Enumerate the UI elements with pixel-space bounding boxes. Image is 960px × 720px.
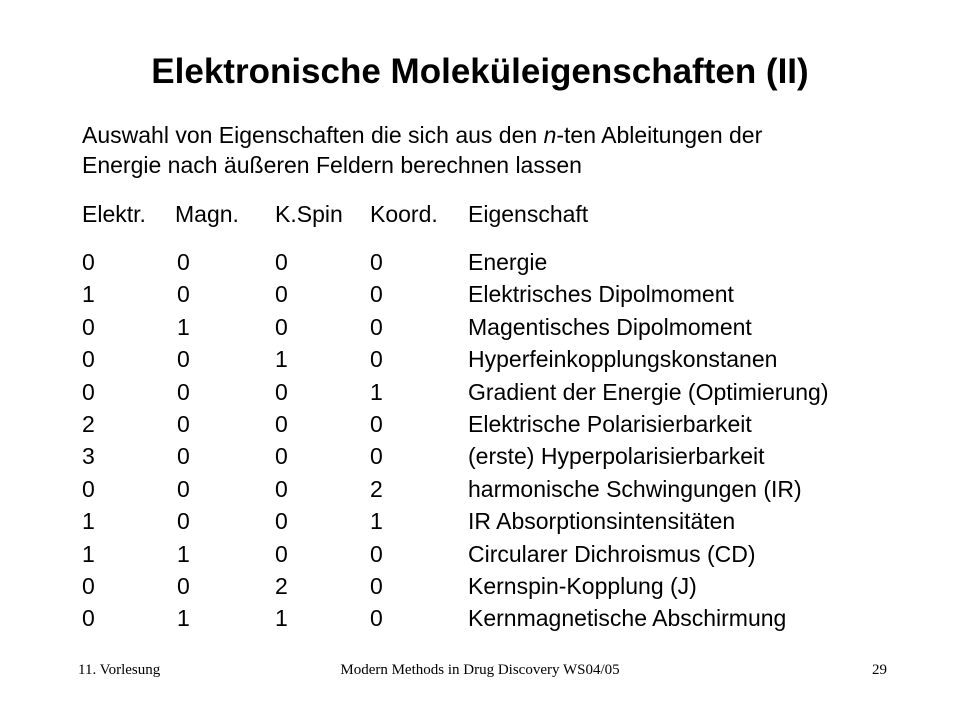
cell-magn: 0 xyxy=(177,281,190,308)
cell-kspin: 1 xyxy=(275,346,288,373)
intro-line-2: Energie nach äußeren Feldern berechnen lassen xyxy=(82,152,582,178)
table-row xyxy=(0,278,960,310)
cell-magn: 0 xyxy=(177,411,190,437)
cell-koord: 0 xyxy=(370,540,383,567)
cell-elektr: 0 xyxy=(82,605,95,632)
cell-kspin: 1 xyxy=(275,605,288,632)
cell-eigenschaft: Kernspin-Kopplung (J) xyxy=(468,573,697,599)
cell-kspin: 0 xyxy=(275,378,288,405)
footer-course: Modern Methods in Drug Discovery WS04/05 xyxy=(340,662,620,678)
cell-kspin: 0 xyxy=(275,443,288,470)
cell-magn: 1 xyxy=(177,605,190,632)
cell-elektr: 3 xyxy=(82,443,95,470)
intro-line-1 xyxy=(82,120,912,150)
header-kspin: K.Spin xyxy=(275,201,343,227)
cell-koord: 0 xyxy=(370,346,383,373)
cell-elektr: 1 xyxy=(82,540,95,567)
table-row xyxy=(0,505,960,537)
table-row xyxy=(0,602,960,634)
header-eigenschaft: Eigenschaft xyxy=(468,201,589,227)
cell-magn: 1 xyxy=(177,540,190,567)
header-elektr: Elektr. xyxy=(82,201,146,227)
cell-koord: 0 xyxy=(370,313,383,340)
cell-elektr: 0 xyxy=(82,378,95,405)
cell-elektr: 1 xyxy=(82,281,95,308)
cell-magn: 0 xyxy=(177,508,190,535)
table-row xyxy=(0,246,960,278)
header-koord: Koord. xyxy=(370,201,438,227)
cell-magn: 0 xyxy=(177,475,190,502)
cell-elektr: 0 xyxy=(82,573,95,599)
cell-kspin: 0 xyxy=(275,411,288,437)
cell-koord: 0 xyxy=(370,573,383,599)
cell-magn: 0 xyxy=(177,378,190,405)
table-row xyxy=(0,408,960,440)
cell-elektr: 2 xyxy=(82,411,95,437)
cell-kspin: 0 xyxy=(275,313,288,340)
cell-eigenschaft: Energie xyxy=(468,249,548,275)
cell-koord: 0 xyxy=(370,605,383,632)
cell-magn: 0 xyxy=(177,346,190,373)
cell-kspin: 0 xyxy=(275,540,288,567)
cell-magn: 0 xyxy=(177,443,190,470)
cell-elektr: 0 xyxy=(82,313,95,340)
cell-kspin: 0 xyxy=(275,249,288,275)
intro-variable-n: n xyxy=(543,122,557,148)
cell-eigenschaft: IR Absorptionsintensitäten xyxy=(468,508,736,535)
cell-elektr: 1 xyxy=(82,508,95,535)
cell-kspin: 0 xyxy=(275,508,288,535)
cell-koord: 0 xyxy=(370,443,383,470)
cell-elektr: 0 xyxy=(82,346,95,373)
intro-line-1-prefix: Auswahl von Eigenschaften die sich aus den xyxy=(82,122,544,148)
cell-magn: 0 xyxy=(177,573,190,599)
table-header xyxy=(0,198,960,230)
cell-eigenschaft: harmonische Schwingungen (IR) xyxy=(468,475,802,502)
table-row xyxy=(0,473,960,505)
cell-elektr: 0 xyxy=(82,249,95,275)
header-magn: Magn. xyxy=(175,201,239,227)
cell-eigenschaft: Gradient der Energie (Optimierung) xyxy=(468,378,829,405)
cell-elektr: 0 xyxy=(82,475,95,502)
table-row xyxy=(0,570,960,602)
intro-line-1-suffix: -ten Ableitungen der xyxy=(556,122,763,148)
cell-koord: 2 xyxy=(370,475,383,502)
table-row xyxy=(0,376,960,408)
table-row xyxy=(0,343,960,375)
table-row xyxy=(0,538,960,570)
cell-eigenschaft: Elektrisches Dipolmoment xyxy=(468,281,734,308)
footer-page-number: 29 xyxy=(872,662,887,678)
cell-eigenschaft: Hyperfeinkopplungskonstanen xyxy=(468,346,778,373)
cell-kspin: 0 xyxy=(275,281,288,308)
cell-koord: 1 xyxy=(370,378,383,405)
intro-text xyxy=(82,120,912,180)
slide-title: Elektronische Moleküleigenschaften (II) xyxy=(151,52,809,91)
cell-eigenschaft: Magentisches Dipolmoment xyxy=(468,313,752,340)
cell-koord: 1 xyxy=(370,508,383,535)
cell-magn: 0 xyxy=(177,249,190,275)
cell-kspin: 0 xyxy=(275,475,288,502)
cell-magn: 1 xyxy=(177,313,190,340)
footer-lecture: 11. Vorlesung xyxy=(78,662,161,678)
cell-eigenschaft: (erste) Hyperpolarisierbarkeit xyxy=(468,443,765,470)
table-row xyxy=(0,311,960,343)
cell-eigenschaft: Kernmagnetische Abschirmung xyxy=(468,605,787,632)
table-row xyxy=(0,440,960,472)
cell-eigenschaft: Elektrische Polarisierbarkeit xyxy=(468,411,752,437)
cell-eigenschaft: Circularer Dichroismus (CD) xyxy=(468,540,756,567)
cell-koord: 0 xyxy=(370,249,383,275)
cell-koord: 0 xyxy=(370,281,383,308)
cell-koord: 0 xyxy=(370,411,383,437)
cell-kspin: 2 xyxy=(275,573,288,599)
